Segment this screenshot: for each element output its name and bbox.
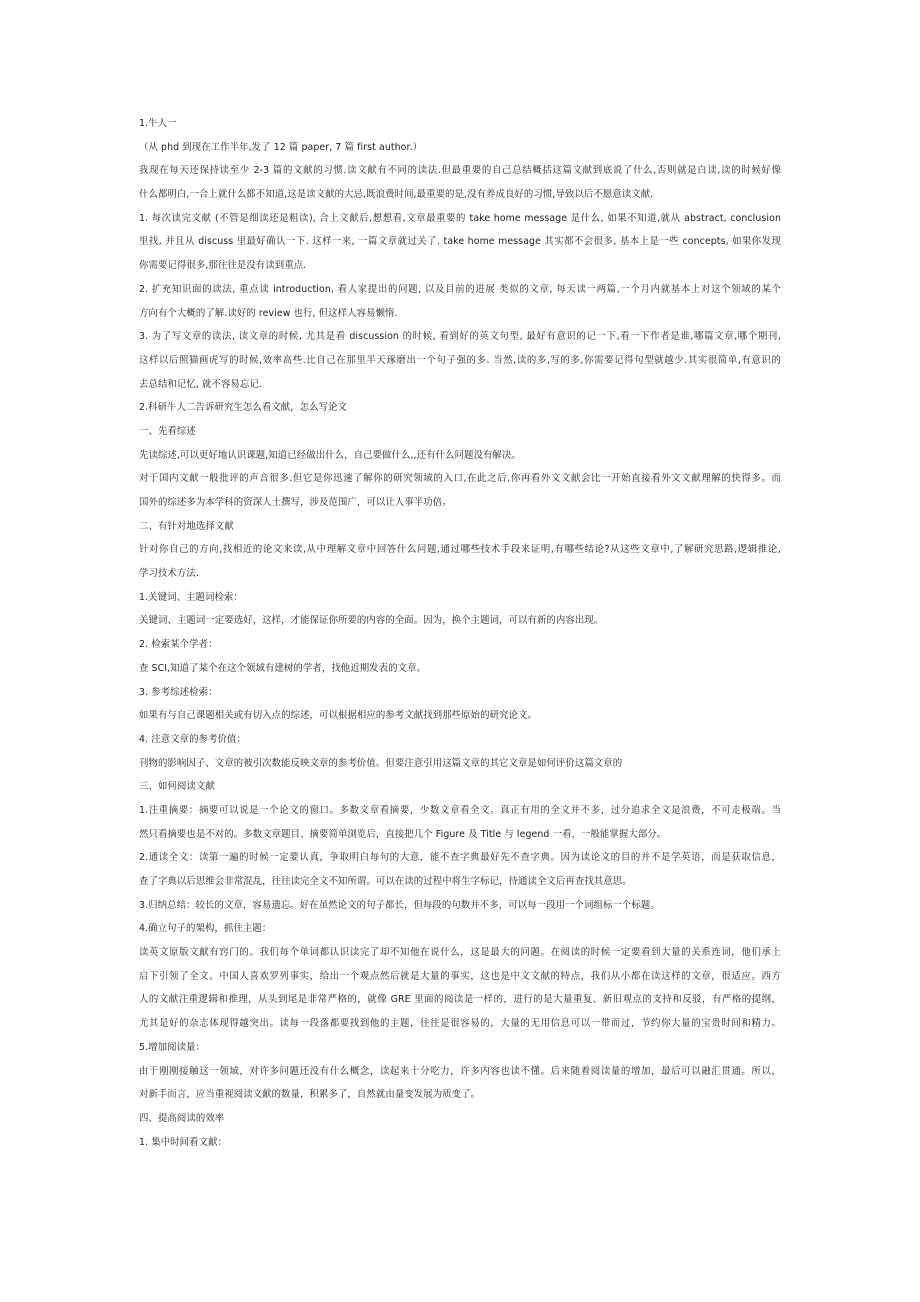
text-line: 一、先看综述 — [139, 425, 196, 437]
text-line: 2.科研牛人二告诉研究生怎么看文献，怎么写论文 — [139, 402, 348, 414]
text-line: 1.牛人一 — [139, 118, 177, 129]
text-line: 什么都明白,一合上就什么都不知道,这是读文献的大忌,既浪费时间,最重要的是,没有养成良好的习惯,导致以后不愿意读文献. — [139, 189, 654, 201]
text-line: 方向有个大概的了解.读好的 review 也行, 但这样人容易懒惰. — [139, 307, 398, 319]
document-body — [139, 112, 781, 1154]
text-line: 先读综述,可以更好地认识课题,知道已经做出什么，自己要做什么,,还有什么问题没有解决。 — [139, 449, 521, 461]
text-line: 三、如何阅读文献 — [139, 781, 215, 793]
text-line: 查 SCI,知道了某个在这个领域有建树的学者，找他近期发表的文章。 — [139, 662, 427, 674]
text-line: 尤其是好的杂志体现得越突出。读每一段落都要找到他的主题，往往是很容易的，大量的无用信息可以一带而过，节约你大量的宝贵时间和精力。 — [139, 1018, 781, 1030]
text-line: 读英文原版文献有窍门的。我们每个单词都认识读完了却不知他在说什么，这是最大的问题。在阅读的时候一定要看到大量的关系连词，他们承上 — [139, 947, 781, 959]
text-line: 去总结和记忆, 就不容易忘记. — [139, 378, 262, 390]
text-line: 刊物的影响因子、文章的被引次数能反映文章的参考价值。但要注意引用这篇文章的其它文章是如何评价这篇文章的 — [139, 757, 623, 769]
text-line: 1. 每次读完文献 (不管是细读还是粗读), 合上文献后,想想看,文章最重要的 take home message 是什么, 如果不知道,就从 abstract, conclusion — [139, 212, 781, 224]
text-line: 5.增加阅读量： — [139, 1041, 205, 1053]
text-line: 关键词、主题词一定要选好，这样，才能保证你所要的内容的全面。因为，换个主题词，可以有新的内容出现。 — [139, 615, 604, 627]
text-line: 启下引领了全文。中国人喜欢罗列事实，给出一个观点然后就是大量的事实，这也是中文文献的特点，我们从小都在读这样的文章，很适应。西方 — [139, 970, 781, 982]
text-line: 里找, 并且从 discuss 里最好确认一下. 这样一来, 一篇文章就过关了. take home message 其实都不会很多, 基本上是一些 concepts, 如果你发现 — [139, 236, 781, 248]
text-line: 国外的综述多为本学科的资深人士撰写，涉及范围广，可以让人事半功倍。 — [139, 497, 452, 508]
text-line: 对新手而言，应当重视阅读文献的数量，积累多了，自然就由量变发展为质变了。 — [139, 1089, 481, 1101]
text-line: 针对你自己的方向,找相近的论文来读,从中理解文章中回答什么问题,通过哪些技术手段来证明,有哪些结论?从这些文章中,了解研究思路,逻辑推论, — [139, 544, 781, 556]
text-line: 3. 参考综述检索： — [139, 686, 218, 698]
text-line: 人的文献注重逻辑和推理，从头到尾是非常严格的，就像 GRE 里面的阅读是一样的，进行的是大量重复、新旧观点的支持和反驳，有严格的提纲， — [139, 994, 781, 1006]
text-line: 2. 检索某个学者： — [139, 639, 218, 651]
text-line: 2.通读全文：读第一遍的时候一定要认真，争取明白每句的大意，能不查字典最好先不查字典。因为读论文的目的并不是学英语，而是获取信息， — [139, 852, 781, 864]
text-line: 4.确立句子的架构，抓住主题： — [139, 923, 272, 935]
text-line: 学习技术方法. — [139, 568, 199, 580]
text-line: 由于刚刚接触这一领域，对许多问题还没有什么概念，读起来十分吃力，许多内容也读不懂。后来随着阅读量的增加，最后可以融汇贯通。所以， — [139, 1065, 781, 1077]
text-line: 1.注重摘要：摘要可以说是一个论文的窗口。多数文章看摘要，少数文章看全文。真正有用的全文并不多，过分追求全文是浪费，不可走极端。当 — [139, 804, 781, 816]
text-line: 然只看摘要也是不对的。多数文章题目、摘要简单浏览后，直接把几个 Figure 及 Title 与 legend 一看，一般能掌握大部分。 — [139, 828, 667, 840]
text-line: 四、提高阅读的效率 — [139, 1112, 225, 1124]
text-line: 1. 集中时间看文献： — [139, 1136, 228, 1148]
text-line: 我现在每天还保持读至少 2-3 篇的文献的习惯.读文献有不同的读法.但最重要的自己总结概括这篇文献到底说了什么,否则就是白读,读的时候好像 — [139, 165, 781, 177]
text-line: 3. 为了写文章的读法, 读文章的时候, 尤其是看 discussion 的时候, 看到好的英文句型, 最好有意识的记一下,看一下作者是谁,哪篇文章,哪个期刊, — [139, 331, 781, 343]
text-line: 查了字典以后思维会非常混乱，往往读完全文不知所谓。可以在读的过程中将生字标记，待通读全文后再查找其意思。 — [139, 876, 632, 887]
text-line: （从 phd 到现在工作半年,发了 12 篇 paper, 7 篇 first author.） — [139, 141, 423, 153]
text-line: 3.归纳总结：较长的文章，容易遗忘。好在虽然论文的句子都长，但每段的句数并不多，可以每一段用一个词组标一个标题。 — [139, 899, 660, 911]
text-line: 4. 注意文章的参考价值： — [139, 733, 246, 745]
text-line: 这样以后照猫画虎写的时候,效率高些.比自己在那里半天琢磨出一个句子强的多. 当然,读的多,写的多,你需要记得句型就越少.其实很简单,有意识的 — [139, 354, 781, 366]
text-line: 二、有针对地选择文献 — [139, 520, 234, 532]
text-line: 2. 扩充知识面的读法, 重点读 introduction, 看人家提出的问题, 以及目前的进展 类似的文章, 每天读一两篇,一个月内就基本上对这个领域的某个 — [139, 283, 781, 295]
text-line: 对于国内文献一般批评的声音很多.但它是你迅速了解你的研究领域的入口,在此之后,你再看外文文献会比一开始直接看外文文献理解的快得多。而 — [139, 473, 781, 485]
text-line: 如果有与自己课题相关或有切入点的综述，可以根据相应的参考文献找到那些原始的研究论文。 — [139, 710, 537, 722]
text-line: 1.关键词、主题词检索： — [139, 591, 243, 603]
text-line: 你需要记得很多,那往往是没有读到重点. — [139, 260, 307, 272]
